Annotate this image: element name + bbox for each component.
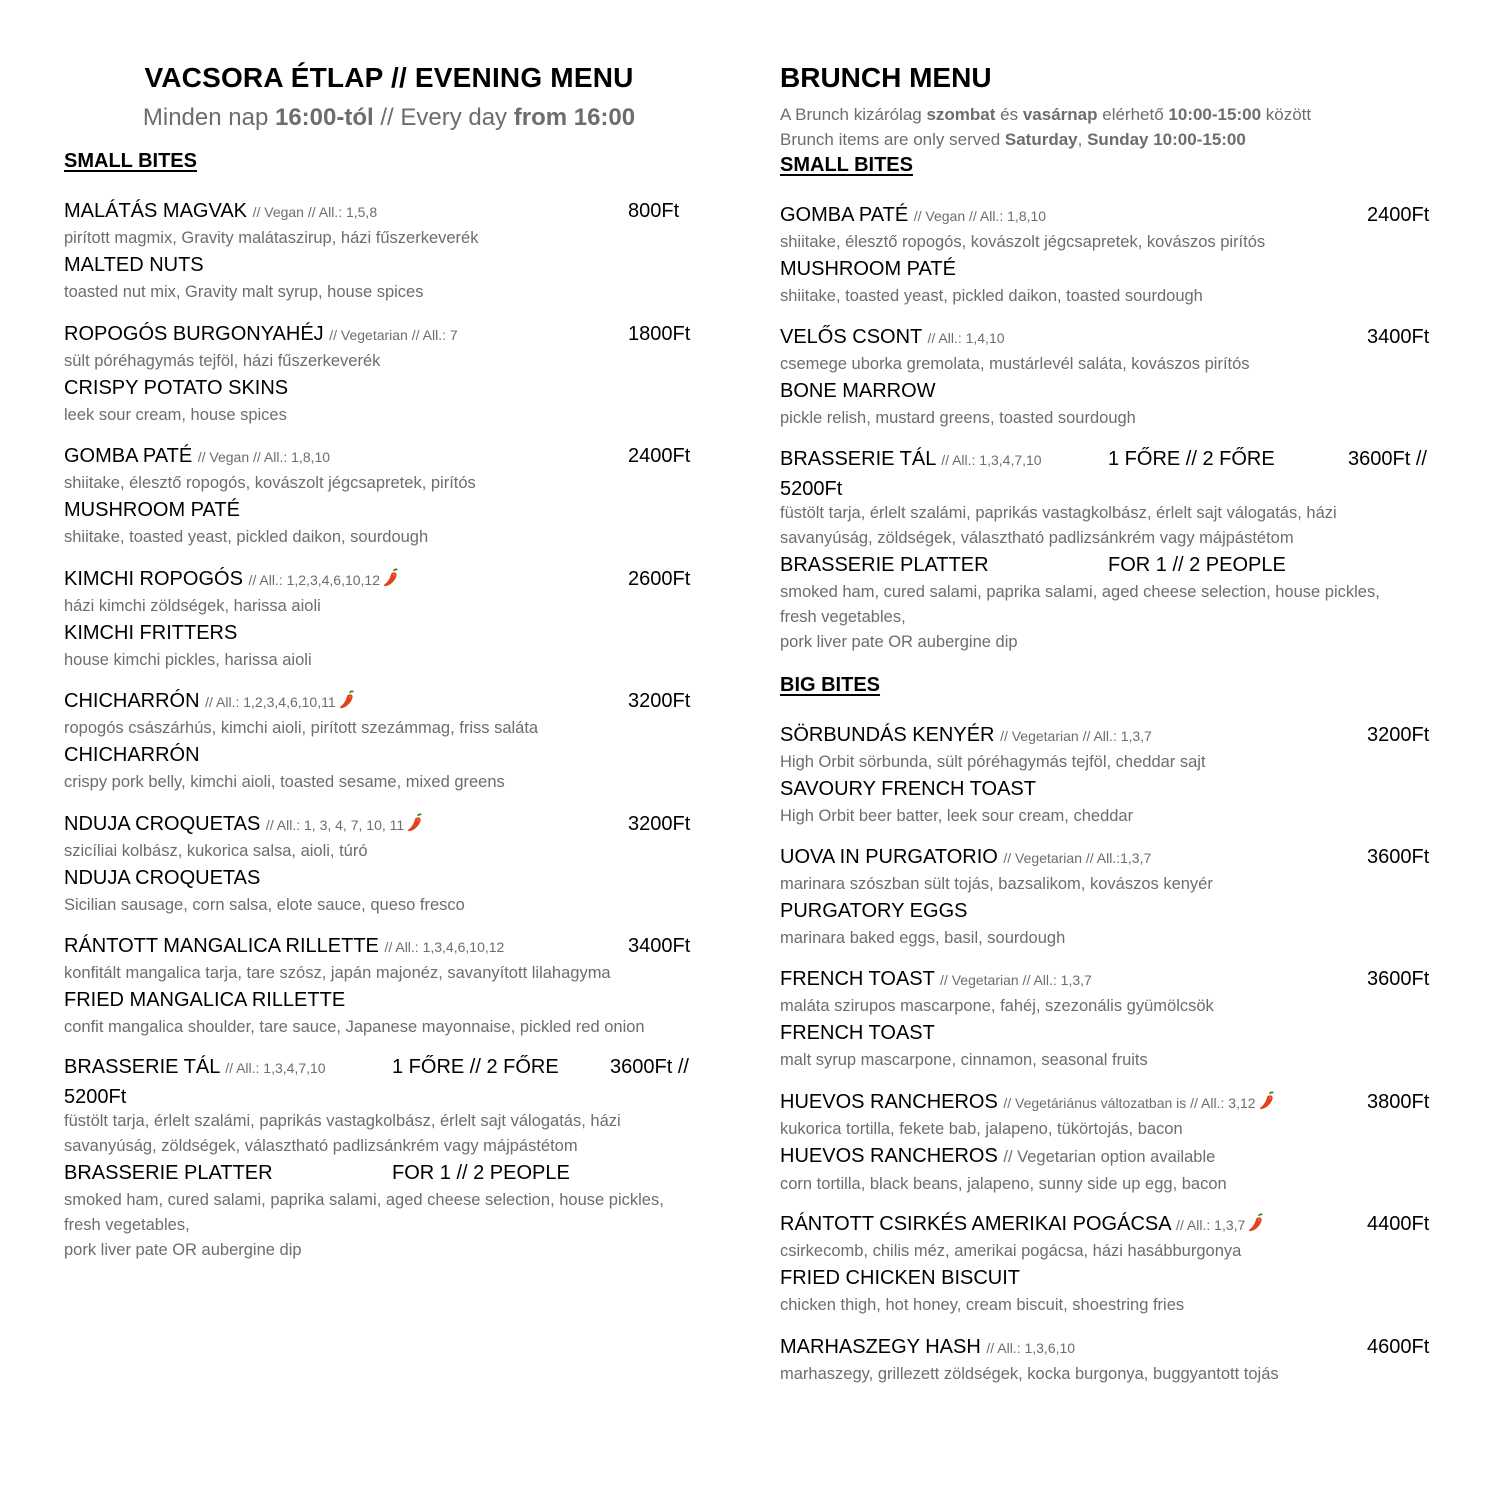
item-english-name: FRIED CHICKEN BISCUIT	[780, 1267, 1021, 1289]
spicy-indicator	[336, 690, 356, 712]
item-english-description: toasted nut mix, Gravity malt syrup, house spices	[64, 283, 424, 301]
menu-item	[64, 200, 714, 305]
item-english-name: BONE MARROW	[780, 380, 936, 402]
item-name: GOMBA PATÉ // Vegan // All.: 1,8,10	[64, 445, 331, 467]
item-allergens: // All.: 1,4,10	[927, 330, 1005, 346]
item-price: 800Ft	[628, 200, 680, 222]
spicy-indicator	[1245, 1213, 1265, 1235]
item-name: GOMBA PATÉ // Vegan // All.: 1,8,10	[780, 204, 1047, 226]
item-price: 3400Ft	[628, 935, 691, 957]
item-english-name: NDUJA CROQUETAS	[64, 866, 261, 889]
note-text: A Brunch kizárólag	[780, 105, 927, 124]
brunch-section-big-bites: BIG BITES	[780, 674, 881, 696]
brunch-item-brasserie-platter	[780, 448, 1435, 655]
item-name: ROPOGÓS BURGONYAHÉJ // Vegetarian // All.: 7	[64, 322, 458, 345]
item-price: 4400Ft	[1367, 1213, 1430, 1235]
item-english-name: FRENCH TOAST	[780, 1022, 935, 1044]
item-english-name: PURGATORY EGGS	[780, 900, 968, 922]
note-text: között	[1261, 105, 1312, 124]
item-english-name: FRIED MANGALICA RILLETTE	[64, 989, 346, 1011]
item-allergens: // Vegetarian // All.: 1,3,7	[940, 972, 1092, 988]
item-description: kukorica tortilla, fekete bab, jalapeno, tükörtojás, bacon	[780, 1120, 1183, 1138]
brunch-note-en	[780, 130, 1246, 150]
item-english-description: smoked ham, cured salami, paprika salami, aged cheese selection, house pickles,	[64, 1191, 664, 1209]
item-allergens: // Vegetarian // All.:1,3,7	[1003, 850, 1152, 866]
subtitle-text: // Every day	[373, 104, 514, 131]
item-english-name: SAVOURY FRENCH TOAST	[780, 778, 1036, 800]
item-price: 3200Ft	[1367, 724, 1430, 746]
item-english-portion: FOR 1 // 2 PEOPLE	[392, 1162, 570, 1184]
item-description: High Orbit sörbunda, sült póréhagymás tejföl, cheddar sajt	[780, 753, 1206, 771]
spicy-indicator	[380, 568, 400, 590]
item-description: pirított magmix, Gravity malátaszirup, házi fűszerkeverék	[64, 229, 479, 247]
spicy-indicator	[404, 813, 424, 835]
evening-menu-subtitle	[64, 104, 714, 132]
menu-item	[64, 935, 714, 1040]
brunch-section-small-bites: SMALL BITES	[780, 154, 913, 176]
item-allergens: // Vegan // All.: 1,8,10	[913, 208, 1047, 224]
note-text: ,	[1077, 130, 1088, 149]
item-english-name: CHICHARRÓN	[64, 744, 200, 766]
item-english-name: MUSHROOM PATÉ	[780, 258, 956, 280]
item-description: sült póréhagymás tejföl, házi fűszerkeverék	[64, 351, 381, 370]
subtitle-time-hu: 16:00-tól	[274, 104, 374, 131]
item-name: SÖRBUNDÁS KENYÉR // Vegetarian // All.: 1,3,7	[780, 724, 1152, 746]
item-allergens: // All.: 1, 3, 4, 7, 10, 11	[265, 816, 405, 833]
item-english-description: fresh vegetables,	[780, 608, 906, 626]
item-price: 3600Ft //	[1348, 448, 1427, 470]
item-english-description: shiitake, toasted yeast, pickled daikon, sourdough	[64, 528, 429, 546]
item-english-description: chicken thigh, hot honey, cream biscuit, shoestring fries	[780, 1296, 1185, 1314]
item-english-note: // Vegetarian option available	[1003, 1148, 1216, 1166]
item-name: BRASSERIE TÁL // All.: 1,3,4,7,10	[780, 448, 1042, 470]
item-english-name: CRISPY POTATO SKINS	[64, 376, 289, 399]
item-description: shiitake, élesztő ropogós, kovászolt jégcsapretek, kovászos pirítós	[780, 233, 1266, 251]
item-description: konfitált mangalica tarja, tare szósz, japán majonéz, savanyított lilahagyma	[64, 964, 611, 982]
item-name: KIMCHI ROPOGÓS // All.: 1,2,3,4,6,10,12	[64, 568, 400, 591]
item-description: marhaszegy, grillezett zöldségek, kocka burgonya, buggyantott tojás	[780, 1365, 1279, 1383]
item-description: csemege uborka gremolata, mustárlevél saláta, kovászos pirítós	[780, 355, 1250, 373]
item-price: 3200Ft	[628, 812, 691, 835]
item-english-portion: FOR 1 // 2 PEOPLE	[1108, 554, 1286, 576]
item-price: 3800Ft	[1367, 1091, 1430, 1113]
item-price: 2600Ft	[628, 567, 691, 590]
item-allergens: // All.: 1,2,3,4,6,10,11	[205, 694, 336, 710]
brunch-item	[780, 1091, 1435, 1197]
menu-item-brasserie-platter	[64, 1056, 714, 1263]
note-text: és	[995, 105, 1023, 124]
item-english-description: smoked ham, cured salami, paprika salami, aged cheese selection, house pickles,	[780, 583, 1380, 601]
note-text: elérhető	[1097, 105, 1169, 124]
brunch-item	[780, 326, 1435, 431]
item-allergens: // All.: 1,3,7	[1176, 1217, 1246, 1233]
spicy-indicator	[1256, 1091, 1276, 1113]
item-english-description: pork liver pate OR aubergine dip	[780, 633, 1018, 651]
item-english-description: corn tortilla, black beans, jalapeno, sunny side up egg, bacon	[780, 1175, 1227, 1193]
item-english-description: crispy pork belly, kimchi aioli, toasted sesame, mixed greens	[64, 773, 505, 791]
item-english-description: Sicilian sausage, corn salsa, elote sauce, queso fresco	[64, 895, 465, 914]
chili-pepper-icon	[1258, 1091, 1276, 1111]
item-allergens: // All.: 1,3,6,10	[986, 1340, 1076, 1356]
item-name: CHICHARRÓN // All.: 1,2,3,4,6,10,11	[64, 690, 356, 713]
item-name: RÁNTOTT CSIRKÉS AMERIKAI POGÁCSA // All.: 1,3,7	[780, 1213, 1265, 1236]
note-time: Sunday 10:00-15:00	[1087, 130, 1246, 149]
item-price: 3600Ft	[1367, 968, 1430, 990]
menu-item	[64, 813, 714, 918]
item-english-description: fresh vegetables,	[64, 1216, 190, 1234]
menu-item	[64, 690, 714, 795]
note-text: Brunch items are only served	[780, 130, 1005, 149]
item-english-description: leek sour cream, house spices	[64, 405, 287, 424]
item-portion: 1 FŐRE // 2 FŐRE	[1108, 448, 1275, 470]
item-price: 1800Ft	[628, 322, 691, 345]
item-description: savanyúság, zöldségek, választható padlizsánkrém vagy májpástétom	[780, 529, 1294, 547]
item-name: MALÁTÁS MAGVAK // Vegan // All.: 1,5,8	[64, 200, 378, 222]
item-english-description: High Orbit beer batter, leek sour cream, cheddar	[780, 807, 1134, 825]
item-english-description: malt syrup mascarpone, cinnamon, seasonal fruits	[780, 1051, 1148, 1069]
item-allergens: // All.: 1,3,4,7,10	[225, 1060, 326, 1076]
chili-pepper-icon	[382, 568, 400, 588]
menu-item	[64, 568, 714, 673]
item-description: maláta szirupos mascarpone, fahéj, szezonális gyümölcsök	[780, 997, 1214, 1015]
item-allergens: // Vegetáriánus változatban is // All.: 3,12	[1003, 1095, 1256, 1111]
item-english-name: BRASSERIE PLATTER FOR 1 // 2 PEOPLE	[780, 551, 1435, 580]
item-name: RÁNTOTT MANGALICA RILLETTE // All.: 1,3,4,6,10,12	[64, 935, 505, 957]
item-description: szicíliai kolbász, kukorica salsa, aioli, túró	[64, 841, 368, 860]
item-allergens: // Vegetarian // All.: 7	[329, 326, 458, 343]
subtitle-time-en: from 16:00	[513, 104, 636, 131]
item-english-description: pork liver pate OR aubergine dip	[64, 1241, 302, 1259]
item-name: HUEVOS RANCHEROS // Vegetáriánus változatban is // All.: 3,12	[780, 1091, 1276, 1114]
item-price: 3600Ft //	[610, 1056, 689, 1078]
item-name: FRENCH TOAST // Vegetarian // All.: 1,3,7	[780, 968, 1092, 990]
item-name: BRASSERIE TÁL // All.: 1,3,4,7,10	[64, 1056, 326, 1078]
item-english-name: MALTED NUTS	[64, 254, 204, 276]
item-description: shiitake, élesztő ropogós, kovászolt jégcsapretek, pirítós	[64, 474, 476, 492]
chili-pepper-icon	[338, 690, 356, 710]
item-price: 2400Ft	[628, 445, 691, 467]
item-price: 3600Ft	[1367, 846, 1430, 868]
menu-item	[64, 445, 714, 550]
item-english-description: house kimchi pickles, harissa aioli	[64, 650, 312, 669]
item-description: házi kimchi zöldségek, harissa aioli	[64, 596, 321, 615]
item-english-description: marinara baked eggs, basil, sourdough	[780, 929, 1066, 947]
brunch-item	[780, 204, 1435, 309]
item-english-name: HUEVOS RANCHEROS // Vegetarian option available	[780, 1145, 1216, 1167]
item-description: ropogós császárhús, kimchi aioli, pirított szezámmag, friss saláta	[64, 719, 539, 737]
brunch-item	[780, 968, 1435, 1073]
item-description: marinara szószban sült tojás, bazsalikom, kovászos kenyér	[780, 875, 1213, 893]
item-allergens: // Vegan // All.: 1,8,10	[197, 449, 331, 465]
item-allergens: // Vegetarian // All.: 1,3,7	[1000, 728, 1152, 744]
item-allergens: // All.: 1,3,4,6,10,12	[384, 939, 505, 955]
item-description: füstölt tarja, érlelt szalámi, paprikás vastagkolbász, érlelt sajt válogatás, házi	[780, 504, 1337, 522]
menu-item	[64, 323, 714, 428]
brunch-note-hu	[780, 105, 1311, 125]
item-name: UOVA IN PURGATORIO // Vegetarian // All.:1,3,7	[780, 846, 1152, 868]
brunch-menu-title: BRUNCH MENU	[780, 62, 992, 93]
chili-pepper-icon	[1247, 1213, 1265, 1233]
chili-pepper-icon	[406, 813, 424, 833]
brunch-item	[780, 846, 1435, 951]
item-allergens: // Vegan // All.: 1,5,8	[252, 204, 378, 220]
evening-menu-title: VACSORA ÉTLAP // EVENING MENU	[144, 62, 634, 93]
item-english-description: shiitake, toasted yeast, pickled daikon, toasted sourdough	[780, 287, 1203, 305]
item-description: savanyúság, zöldségek, választható padlizsánkrém vagy májpástétom	[64, 1137, 578, 1155]
item-price: 2400Ft	[1367, 204, 1430, 226]
note-day: szombat	[926, 105, 996, 124]
item-price: 3400Ft	[1367, 326, 1430, 348]
item-price: 4600Ft	[1367, 1336, 1430, 1358]
brunch-item	[780, 724, 1435, 829]
item-price-2: 5200Ft	[780, 478, 843, 500]
item-price-2: 5200Ft	[64, 1086, 127, 1108]
item-allergens: // All.: 1,2,3,4,6,10,12	[248, 571, 381, 588]
item-allergens: // All.: 1,3,4,7,10	[941, 452, 1042, 468]
item-english-description: confit mangalica shoulder, tare sauce, Japanese mayonnaise, pickled red onion	[64, 1018, 645, 1036]
item-english-name: MUSHROOM PATÉ	[64, 499, 240, 521]
item-english-description: pickle relish, mustard greens, toasted sourdough	[780, 409, 1136, 427]
item-price: 3200Ft	[628, 690, 691, 712]
subtitle-text: Minden nap	[142, 104, 275, 131]
brunch-item	[780, 1336, 1435, 1387]
brunch-item	[780, 1213, 1435, 1318]
item-description: füstölt tarja, érlelt szalámi, paprikás vastagkolbász, érlelt sajt válogatás, házi	[64, 1112, 621, 1130]
item-name: NDUJA CROQUETAS // All.: 1, 3, 4, 7, 10, 11	[64, 813, 424, 836]
evening-section-small-bites: SMALL BITES	[64, 150, 197, 172]
item-name: VELŐS CSONT // All.: 1,4,10	[780, 326, 1005, 348]
note-time: 10:00-15:00	[1168, 105, 1262, 124]
item-portion: 1 FŐRE // 2 FŐRE	[392, 1056, 559, 1078]
item-english-name: KIMCHI FRITTERS	[64, 621, 238, 644]
item-english-name: BRASSERIE PLATTER FOR 1 // 2 PEOPLE	[64, 1159, 714, 1188]
note-day: Saturday	[1004, 130, 1078, 149]
item-name: MARHASZEGY HASH // All.: 1,3,6,10	[780, 1336, 1076, 1358]
item-description: csirkecomb, chilis méz, amerikai pogácsa, házi hasábburgonya	[780, 1242, 1242, 1260]
note-day: vasárnap	[1022, 105, 1098, 124]
